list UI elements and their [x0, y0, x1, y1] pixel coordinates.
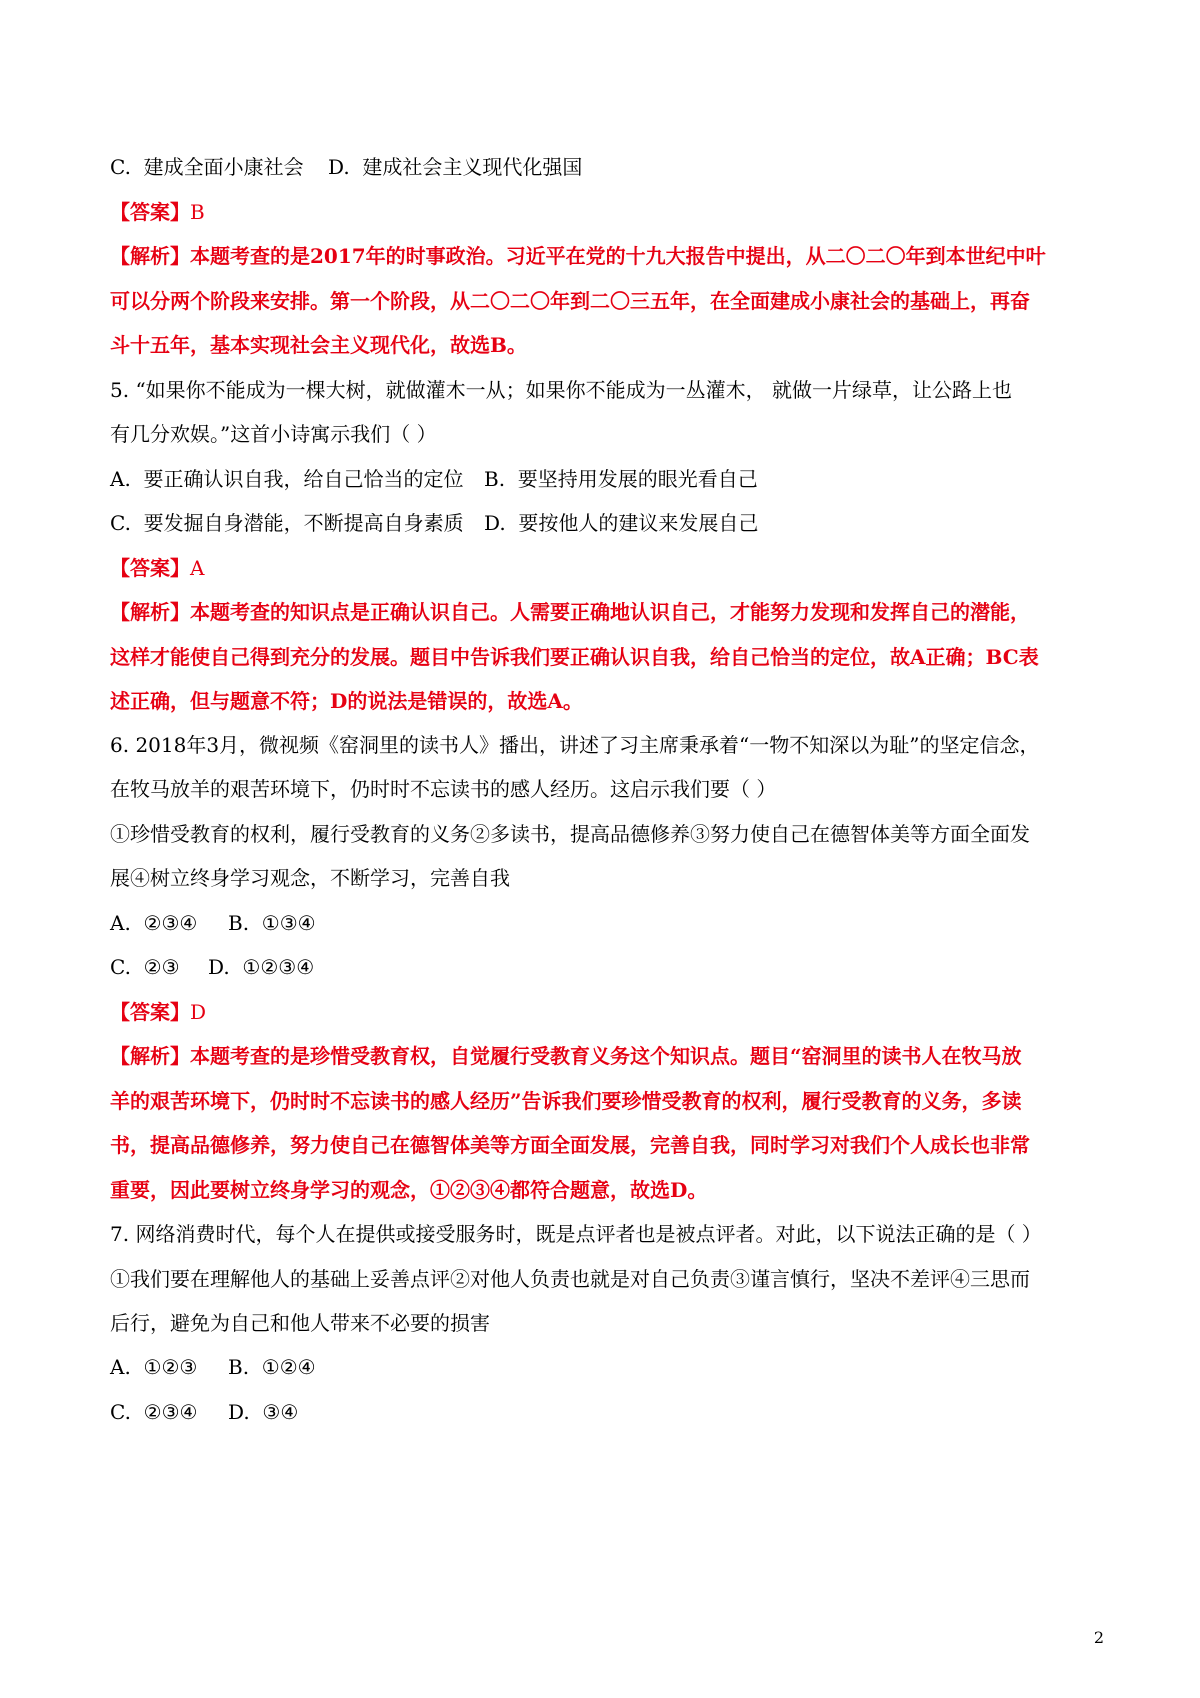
q6-analysis-line-2: 羊的艰苦环境下，仍时时不忘读书的感人经历”告诉我们要珍惜受教育的权利，履行受教育的义务，多读 — [110, 1089, 1022, 1113]
q7-stem-line-3: 后行，避免为自己和他人带来不必要的损害 — [110, 1311, 490, 1335]
q6-stem-line-1: 6. 2018年3月，微视频《窑洞里的读书人》播出，讲述了习主席秉承着“一物不知深以为耻”的坚定信念， — [110, 733, 1040, 757]
q6-option-c: C. ②③ — [110, 955, 180, 979]
q6-analysis-line-4: 重要，因此要树立终身学习的观念，①②③④都符合题意，故选D。 — [110, 1178, 708, 1202]
q7-option-a: A. ①②③ — [110, 1355, 198, 1379]
q5-analysis-line-2: 这样才能使自己得到充分的发展。题目中告诉我们要正确认识自我，给自己恰当的定位，故A正确；BC表 — [110, 645, 1039, 669]
q5-option-b: B. 要坚持用发展的眼光看自己 — [484, 467, 758, 491]
q6-stem-line-2: 在牧马放羊的艰苦环境下，仍时时不忘读书的感人经历。这启示我们要（ ） — [110, 777, 777, 801]
q6-answer: 【答案】D — [110, 1000, 207, 1024]
q5-analysis-line-3: 述正确，但与题意不符；D的说法是错误的，故选A。 — [110, 689, 583, 713]
q6-analysis-line-3: 书，提高品德修养，努力使自己在德智体美等方面全面发展，完善自我，同时学习对我们个人成长也非常 — [110, 1133, 1030, 1157]
q6-option-a: A. ②③④ — [110, 911, 198, 935]
q6-option-b: B. ①③④ — [228, 911, 316, 935]
q6-stem-line-4: 展④树立终身学习观念，不断学习，完善自我 — [110, 866, 510, 890]
q6-option-d: D. ①②③④ — [208, 955, 315, 979]
q7-option-d: D. ③④ — [228, 1400, 299, 1424]
q6-stem-line-3: ①珍惜受教育的权利，履行受教育的义务②多读书，提高品德修养③努力使自己在德智体美等方面全面发 — [110, 822, 1030, 846]
q4-analysis-line-3: 斗十五年，基本实现社会主义现代化，故选B。 — [110, 333, 527, 357]
q5-option-a: A. 要正确认识自我，给自己恰当的定位 — [110, 467, 464, 491]
q4-analysis-line-1: 【解析】本题考查的是2017年的时事政治。习近平在党的十九大报告中提出，从二〇二〇年到本世纪中叶 — [110, 244, 1046, 268]
q5-stem-line-1: 5. “如果你不能成为一棵大树，就做灌木一从；如果你不能成为一丛灌木， 就做一片绿草，让公路上也 — [110, 378, 1013, 402]
q7-stem-line-2: ①我们要在理解他人的基础上妥善点评②对他人负责也就是对自己负责③谨言慎行，坚决不差评④三思而 — [110, 1267, 1030, 1291]
q4-option-c: C. 建成全面小康社会 — [110, 155, 304, 179]
q7-option-c: C. ②③④ — [110, 1400, 198, 1424]
q5-stem-line-2: 有几分欢娱。”这首小诗寓示我们（ ） — [110, 422, 437, 446]
q5-analysis-line-1: 【解析】本题考查的知识点是正确认识自己。人需要正确地认识自己，才能努力发现和发挥自己的潜能， — [110, 600, 1030, 624]
q7-stem-line-1: 7. 网络消费时代，每个人在提供或接受服务时，既是点评者也是被点评者。对此，以下说法正确的是（ ） — [110, 1222, 1042, 1246]
q4-analysis-line-2: 可以分两个阶段来安排。第一个阶段，从二〇二〇年到二〇三五年，在全面建成小康社会的基础上，再奋 — [110, 289, 1030, 313]
q4-answer: 【答案】B — [110, 200, 205, 224]
q5-answer: 【答案】A — [110, 556, 205, 580]
q5-option-c: C. 要发掘自身潜能，不断提高自身素质 — [110, 511, 464, 535]
q4-option-d: D. 建成社会主义现代化强国 — [328, 155, 583, 179]
q6-analysis-line-1: 【解析】本题考查的是珍惜受教育权，自觉履行受教育义务这个知识点。题目“窑洞里的读书人在牧马放 — [110, 1044, 1022, 1068]
q5-option-d: D. 要按他人的建议来发展自己 — [484, 511, 759, 535]
page-number: 2 — [1093, 1628, 1104, 1647]
q7-option-b: B. ①②④ — [228, 1355, 316, 1379]
